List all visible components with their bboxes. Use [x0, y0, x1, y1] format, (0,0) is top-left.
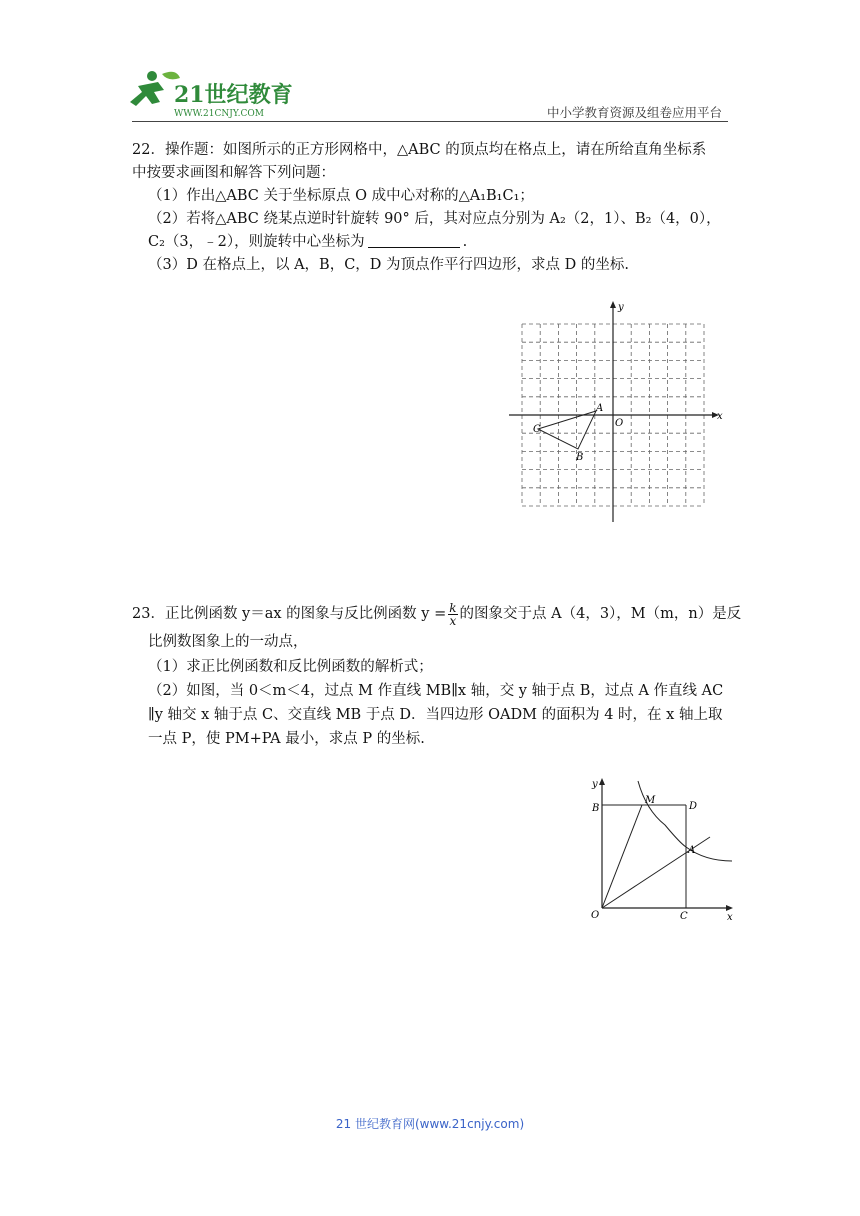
q22-part3: （3）D 在格点上，以 A，B，C，D 为顶点作平行四边形，求点 D 的坐标.	[148, 257, 629, 273]
x-axis-label: x	[727, 912, 733, 923]
q22-part1: （1）作出△ABC 关于坐标原点 O 成中心对称的△A₁B₁C₁；	[148, 188, 534, 204]
q23-part2-line2: ∥y 轴交 x 轴于点 C、交直线 MB 于点 D．当四边形 OADM 的面积为 4 时，在 x 轴上取	[148, 707, 723, 723]
y-axis-label: y	[618, 302, 624, 313]
green-leaf-icon	[162, 72, 180, 80]
point-d-label: D	[689, 801, 698, 812]
q23-stem-part-b: 的图象交于点 A（4，3），M（m，n）是反	[459, 606, 742, 622]
logo-url: WWW.21CNJY.COM	[174, 109, 264, 119]
point-m-label: M	[645, 795, 656, 806]
q22-stem-line2: 中按要求画图和解答下列问题：	[132, 165, 335, 181]
point-a-label: A	[688, 845, 696, 856]
line-om	[602, 805, 642, 908]
q22-part2-line2	[148, 232, 467, 252]
q22-part2-end: .	[462, 234, 468, 250]
y-axis-label: y	[592, 779, 598, 790]
point-a-label: A	[596, 403, 604, 414]
platform-title: 中小学教育资源及组卷应用平台	[546, 105, 722, 120]
hyperbola-curve	[638, 781, 732, 861]
x-axis-label: x	[717, 411, 723, 422]
fraction-numerator: k	[449, 600, 457, 615]
origin-label: O	[615, 418, 624, 429]
x-axis-arrow-icon	[726, 905, 733, 911]
y-axis-arrow-icon	[599, 778, 605, 785]
y-axis-arrow-icon	[610, 301, 616, 308]
point-c-label: C	[533, 424, 541, 435]
q23-part2-line3: 一点 P，使 PM+PA 最小，求点 P 的坐标.	[148, 731, 425, 747]
point-b-label: B	[592, 803, 600, 814]
footer-site-link[interactable]: 21 世纪教育网(www.21cnjy.com)	[335, 1117, 525, 1131]
q22-part2-line1: （2）若将△ABC 绕某点逆时针旋转 90° 后，其对应点分别为 A₂（2，1）、B₂（4，0），	[148, 211, 721, 227]
q22-part2-text: C₂（3，﹣2），则旋转中心坐标为	[148, 234, 365, 250]
point-b-label: B	[576, 452, 584, 463]
q23-stem-part-a: 23．正比例函数 y＝ax 的图象与反比例函数 y =	[132, 606, 447, 622]
header-divider	[132, 121, 728, 122]
q23-function-figure	[580, 775, 750, 925]
point-c-label: C	[680, 911, 688, 922]
logo-wordmark: 21世纪教育	[174, 82, 293, 108]
q23-stem-line1	[132, 600, 741, 628]
site-logo	[118, 66, 298, 122]
answer-blank[interactable]	[368, 233, 460, 248]
q23-part1: （1）求正比例函数和反比例函数的解析式；	[148, 659, 433, 675]
q22-grid-figure	[505, 298, 725, 526]
q23-part2-line1: （2）如图，当 0＜m＜4，过点 M 作直线 MB∥x 轴，交 y 轴于点 B，过点 A 作直线 AC	[148, 683, 724, 699]
triangle-abc	[538, 411, 596, 449]
runner-icon	[130, 71, 164, 106]
fraction-denominator: x	[449, 613, 457, 628]
origin-label: O	[591, 910, 600, 921]
q22-stem-line1: 22．操作题：如图所示的正方形网格中，△ABC 的顶点均在格点上，请在所给直角坐标系	[132, 142, 707, 158]
fraction-k-over-x	[448, 602, 457, 627]
q23-stem-line2: 比例数图象上的一动点，	[148, 634, 308, 650]
